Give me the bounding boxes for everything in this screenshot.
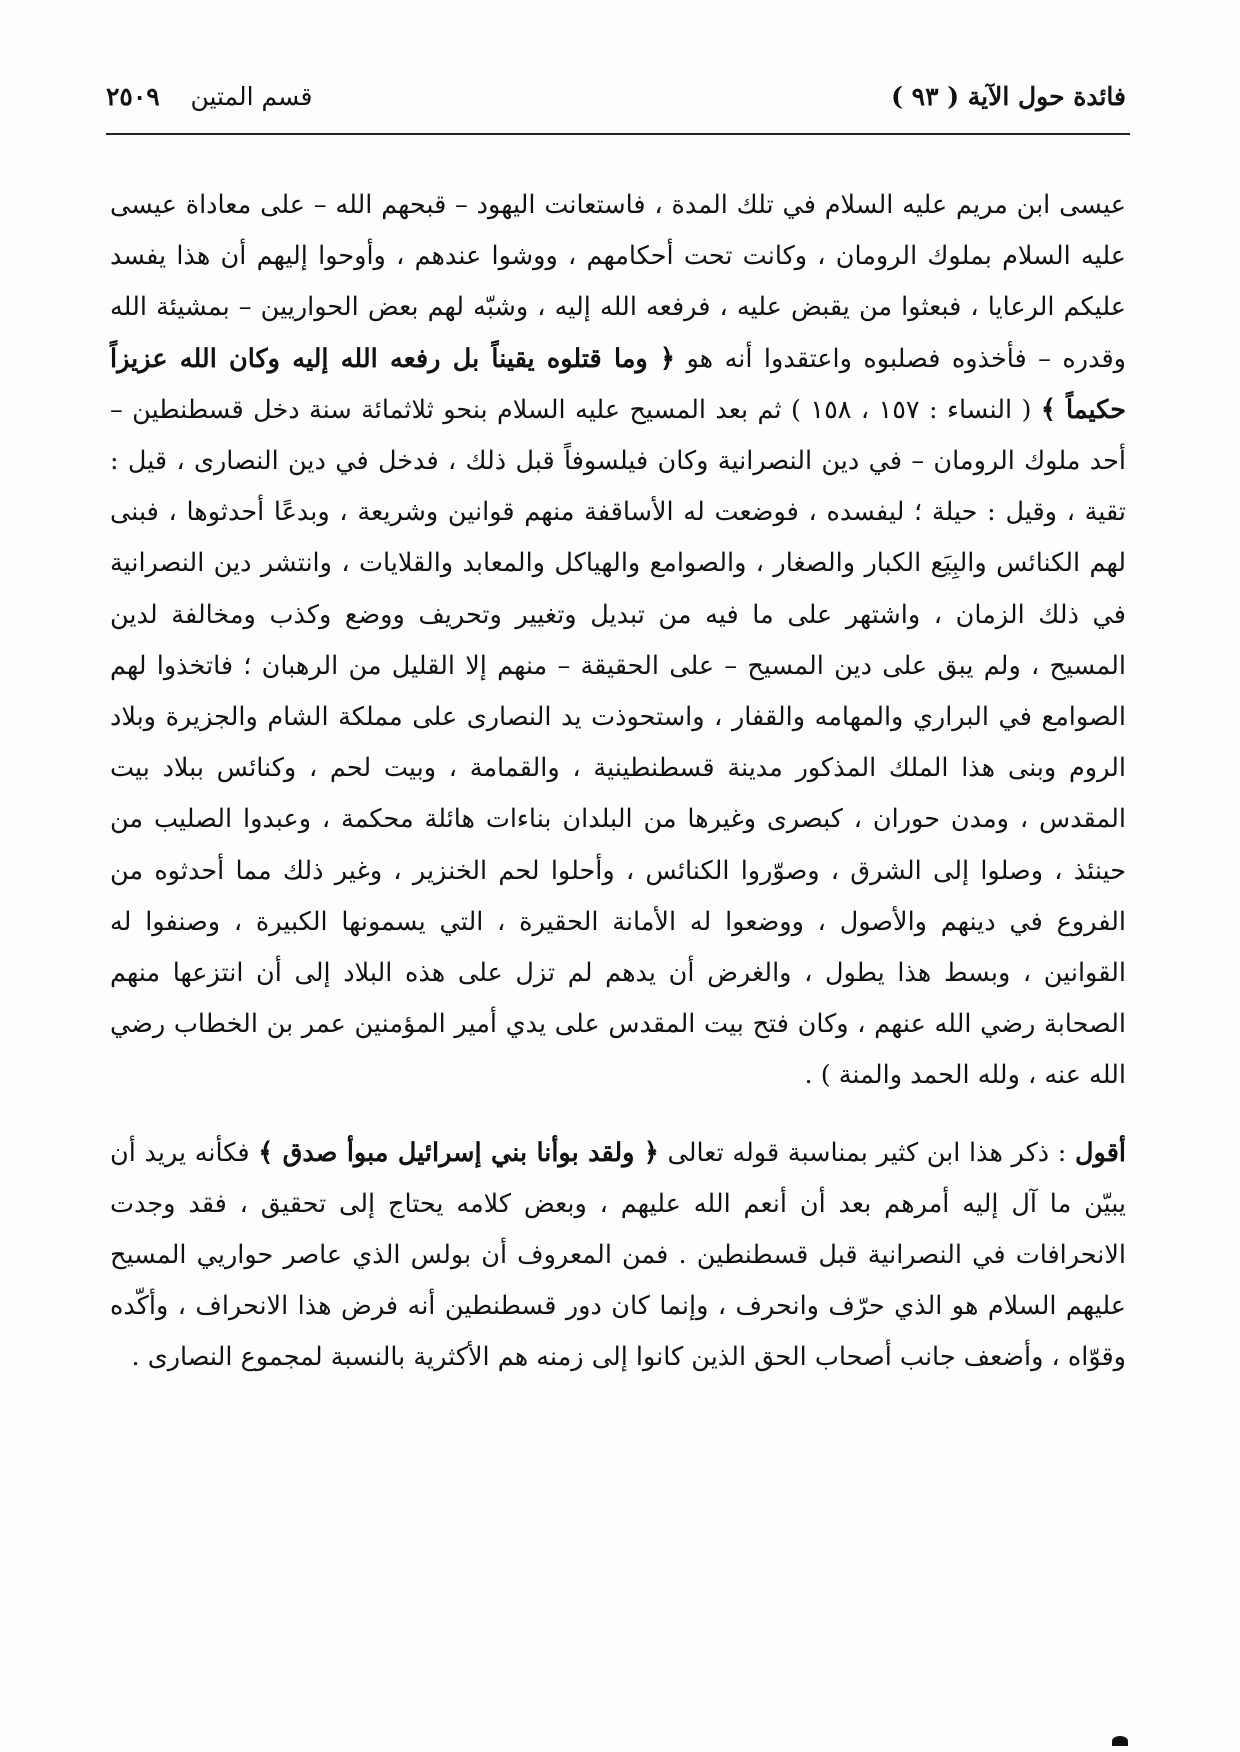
- body-text-segment: ( النساء : ١٥٧ ، ١٥٨ ) ثم بعد المسيح عليه السلام بنحو ثلاثمائة سنة دخل قسطنطين – أحد ملوك الرومان – في دين النصرانية وكان فيلسوفاً قبل ذلك ، فدخل في دين النصارى ، قيل : تقية ، وقيل : حيلة ؛ ليفسده ، فوضعت له الأساقفة منهم قوانين وشريعة ، وبدعًا أحدثوها ، فبنى لهم الكنائس والبِيَع الكبار والصغار ، والصوامع والهياكل والمعابد والقلايات ، وانتشر دين النصرانية في ذلك الزمان ، واشتهر على ما فيه من تبديل وتغيير وتحريف ووضع وكذب ومخالفة لدين المسيح ، ولم يبق على دين المسيح – على الحقيقة – منهم إلا القليل من الرهبان ؛ فاتخذوا لهم الصوامع في البراري والمهامه والقفار ، واستحوذت يد النصارى على مملكة الشام والجزيرة وبلاد الروم وبنى هذا الملك المذكور مدينة قسطنطينية ، والقمامة ، وبيت لحم ، وكنائس ببلاد بيت المقدس ، ومدن حوران ، كبصرى وغيرها من البلدان بناءات هائلة محكمة ، وعبدوا الصليب من حينئذ ، وصلوا إلى الشرق ، وصوّروا الكنائس ، وأحلوا لحم الخنزير ، وغير ذلك مما أحدثوه من الفروع في دينهم والأصول ، ووضعوا له الأمانة الحقيرة ، التي يسمونها الكبيرة ، وصنفوا له القوانين ، وبسط هذا يطول ، والغرض أن يدهم لم تزل على هذه البلاد إلى أن انتزعها منهم الصحابة رضي الله عنهم ، وكان فتح بيت المقدس على يدي أمير المؤمنين عمر بن الخطاب رضي الله عنه ، ولله الحمد والمنة ) .: [110, 394, 1126, 1091]
- page-body: [110, 180, 1126, 1384]
- page-number: ٢٥٠٩: [106, 82, 160, 111]
- paragraph: [110, 180, 1126, 1102]
- page-header: [106, 78, 1126, 128]
- body-text-segment: عيسى ابن مريم عليه السلام في تلك المدة ، فاستعانت اليهود – قبحهم الله – على معاداة عيسى عليه السلام بملوك الرومان ، وكانت تحت أحكامهم ، ووشوا عندهم ، وأوحوا إليهم أن هذا يفسد عليكم الرعايا ، فبعثوا من يقبض عليه ، فرفعه الله إليه ، وشبّه لهم بعض الحواريين – بمشيئة الله وقدره – فأخذوه فصلبوه واعتقدوا أنه هو: [110, 190, 1126, 374]
- header-rule: [106, 133, 1130, 135]
- section-label: قسم المتين: [190, 82, 313, 111]
- quran-quote: ﴿ وما قتلوه يقيناً بل رفعه الله إليه وكان الله عزيزاً حكيماً ﴾: [110, 343, 1126, 425]
- quran-quote: ﴿ ولقد بوأنا بني إسرائيل مبوأ صدق ﴾: [258, 1137, 659, 1168]
- body-text-segment: فكأنه يريد أن يبيّن ما آل إليه أمرهم بعد أن أنعم الله عليهم ، وبعض كلامه يحتاج إلى تحقيق ، فقد وجدت الانحرافات في النصرانية قبل قسطنطين . فمن المعروف أن بولس الذي عاصر حواريي المسيح عليهم السلام هو الذي حرّف وانحرف ، وإنما كان دور قسطنطين أنه فرض هذا الانحراف ، وأكّده وقوّاه ، وأضعف جانب أصحاب الحق الذين كانوا إلى زمنه هم الأكثرية بالنسبة لمجموع النصارى .: [110, 1137, 1126, 1373]
- running-title: فائدة حول الآية ( ٩٣ ): [891, 82, 1126, 111]
- body-text-segment: : ذكر هذا ابن كثير بمناسبة قوله تعالى: [658, 1137, 1076, 1168]
- header-left-group: [106, 82, 312, 111]
- scan-mark: [1112, 1736, 1128, 1746]
- paragraph: [110, 1128, 1126, 1384]
- lead-word: أقول: [1075, 1137, 1127, 1168]
